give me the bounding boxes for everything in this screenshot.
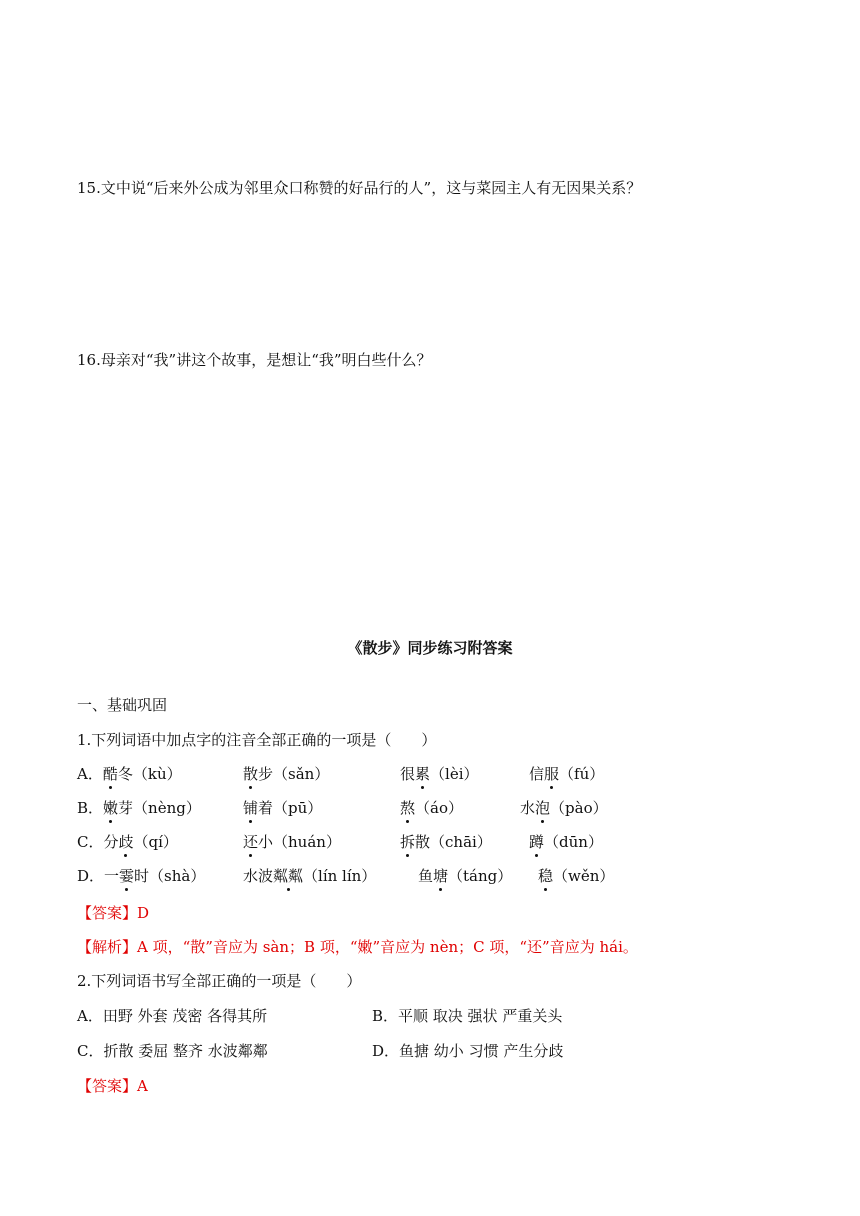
section-heading: 一、基础巩固 — [77, 696, 168, 714]
question-2-option-d: D．鱼搪 幼小 习惯 产生分歧 — [372, 1042, 564, 1060]
option-a-2: 散步（sǎn） — [243, 765, 330, 783]
option-c-1: C．分歧（qí） — [77, 833, 178, 851]
option-a-4: 信服（fú） — [529, 765, 605, 783]
question-1-analysis: 【解析】A 项，“散”音应为 sàn；B 项，“嫩”音应为 nèn；C 项，“还”音应为 hái。 — [77, 938, 638, 956]
option-c-2: 还小（huán） — [243, 833, 341, 851]
option-a-1: A．酷冬（kù） — [77, 765, 182, 783]
question-2-answer: 【答案】A — [77, 1077, 148, 1095]
question-2-option-b: B．平顺 取决 强状 严重关头 — [372, 1007, 563, 1025]
question-1-answer: 【答案】D — [77, 904, 150, 922]
document-title: 《散步》同步练习附答案 — [347, 639, 513, 657]
question-1-stem: 1.下列词语中加点字的注音全部正确的一项是（ ） — [77, 731, 437, 749]
question-15: 15.文中说“后来外公成为邻里众口称赞的好品行的人”，这与菜园主人有无因果关系？ — [77, 179, 642, 197]
option-d-4: 稳（wěn） — [538, 867, 615, 885]
question-2-option-c: C．折散 委屈 整齐 水波鄰鄰 — [77, 1042, 268, 1060]
option-a-3: 很累（lèi） — [400, 765, 479, 783]
option-d-3: 鱼塘（táng） — [418, 867, 513, 885]
question-2-option-a: A．田野 外套 茂密 各得其所 — [77, 1007, 268, 1025]
option-c-3: 拆散（chāi） — [400, 833, 492, 851]
question-2-stem: 2.下列词语书写全部正确的一项是（ ） — [77, 972, 362, 990]
option-b-3: 熬（áo） — [400, 799, 463, 817]
question-16: 16.母亲对“我”讲这个故事，是想让“我”明白些什么？ — [77, 351, 432, 369]
option-d-2: 水波粼粼（lín lín） — [243, 867, 377, 885]
option-c-4: 蹲（dūn） — [529, 833, 603, 851]
option-b-1: B．嫩芽（nèng） — [77, 799, 201, 817]
option-b-2: 铺着（pū） — [243, 799, 323, 817]
option-b-4: 水泡（pào） — [520, 799, 608, 817]
option-d-1: D．一霎时（shà） — [77, 867, 206, 885]
